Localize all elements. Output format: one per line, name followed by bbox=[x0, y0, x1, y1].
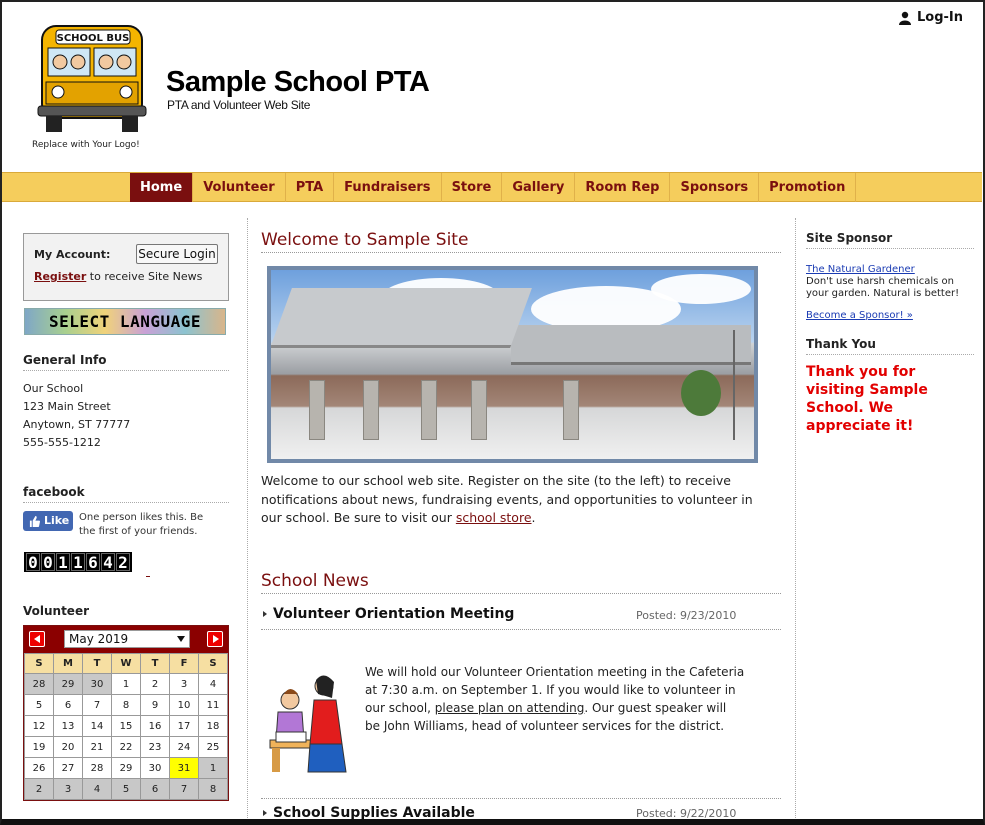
school-store-link[interactable]: school store bbox=[455, 510, 532, 525]
select-language-button[interactable]: SELECT LANGUAGE bbox=[24, 308, 226, 335]
calendar-weekday: S bbox=[199, 654, 228, 674]
site-subtitle: PTA and Volunteer Web Site bbox=[167, 98, 311, 112]
news-divider bbox=[261, 629, 781, 630]
calendar-next-arrow-icon[interactable] bbox=[207, 631, 223, 647]
right-column-divider bbox=[795, 218, 796, 818]
facebook-like-text: One person likes this. Be the first of your friends. bbox=[79, 512, 204, 537]
calendar-day-cell[interactable]: 1 bbox=[199, 758, 228, 779]
thumbs-up-icon bbox=[29, 516, 40, 527]
counter-digit: 1 bbox=[71, 553, 85, 571]
nav-promotion[interactable]: Promotion bbox=[759, 173, 856, 202]
building-roof bbox=[270, 288, 532, 348]
calendar-header bbox=[24, 626, 228, 653]
calendar-weekday: M bbox=[54, 654, 83, 674]
calendar-day-cell[interactable]: 2 bbox=[25, 779, 54, 800]
site-sponsor-heading: Site Sponsor bbox=[806, 231, 974, 249]
chevron-down-icon bbox=[177, 636, 185, 642]
site-header bbox=[0, 0, 985, 172]
calendar-day-cell[interactable]: 17 bbox=[170, 716, 199, 737]
news-title-label: School Supplies Available bbox=[273, 805, 475, 821]
volunteer-calendar bbox=[23, 625, 229, 801]
main-nav bbox=[2, 172, 982, 202]
news-body-part: We will hold our Volunteer Orientation meeting in the Cafeteria at 7:30 a.m. on September 1. If you would like to volunteer in our school, bbox=[365, 665, 745, 715]
calendar-day-cell[interactable]: 11 bbox=[199, 695, 228, 716]
calendar-day-cell[interactable]: 8 bbox=[112, 695, 141, 716]
calendar-week-row bbox=[25, 779, 228, 800]
school-name: Our School bbox=[23, 382, 84, 395]
login-link[interactable] bbox=[899, 10, 963, 25]
calendar-day-cell[interactable]: 24 bbox=[170, 737, 199, 758]
calendar-day-cell[interactable]: 18 bbox=[199, 716, 228, 737]
please-plan-on-attending-link[interactable]: please plan on attending bbox=[434, 701, 585, 715]
pillar bbox=[363, 380, 379, 440]
calendar-day-cell[interactable]: 3 bbox=[170, 674, 199, 695]
calendar-day-cell[interactable]: 20 bbox=[54, 737, 83, 758]
nav-room-rep[interactable]: Room Rep bbox=[575, 173, 670, 202]
site-title[interactable]: Sample School PTA bbox=[166, 66, 430, 98]
calendar-month-select[interactable] bbox=[64, 630, 190, 648]
counter-digit: 2 bbox=[116, 553, 130, 571]
caret-right-icon bbox=[263, 810, 267, 816]
pillar bbox=[563, 380, 579, 440]
facebook-like-button[interactable] bbox=[23, 511, 73, 531]
svg-text:SCHOOL BUS: SCHOOL BUS bbox=[56, 33, 130, 44]
calendar-day-cell[interactable]: 19 bbox=[25, 737, 54, 758]
general-info-heading: General Info bbox=[23, 353, 229, 371]
calendar-day-cell[interactable]: 23 bbox=[141, 737, 170, 758]
street-address: 123 Main Street bbox=[23, 400, 111, 413]
calendar-day-cell[interactable]: 28 bbox=[83, 758, 112, 779]
pillar bbox=[471, 380, 487, 440]
thank-you-message: Thank you for visiting Sample School. We appreciate it! bbox=[806, 364, 928, 434]
calendar-grid bbox=[24, 653, 228, 800]
calendar-weekday: W bbox=[112, 654, 141, 674]
city-state-zip: Anytown, ST 77777 bbox=[23, 418, 131, 431]
caret-right-icon bbox=[263, 611, 267, 617]
calendar-week-row bbox=[25, 674, 228, 695]
tree bbox=[681, 370, 721, 416]
account-label: My Account: bbox=[34, 248, 111, 261]
counter-digit: 0 bbox=[26, 553, 40, 571]
calendar-weekday: S bbox=[25, 654, 54, 674]
news-divider bbox=[261, 798, 781, 799]
calendar-weekday: T bbox=[83, 654, 112, 674]
news-posted-date: Posted: 9/22/2010 bbox=[636, 807, 737, 820]
calendar-prev-arrow-icon[interactable] bbox=[29, 631, 45, 647]
welcome-heading: Welcome to Sample Site bbox=[261, 230, 781, 253]
calendar-day-cell[interactable]: 10 bbox=[170, 695, 199, 716]
welcome-text-end: . bbox=[531, 510, 536, 525]
calendar-week-row bbox=[25, 695, 228, 716]
sponsor-link[interactable]: The Natural Gardener bbox=[806, 264, 915, 275]
calendar-day-cell[interactable]: 7 bbox=[170, 779, 199, 800]
pillar bbox=[309, 380, 325, 440]
nav-volunteer[interactable]: Volunteer bbox=[193, 173, 286, 202]
visitor-counter bbox=[24, 552, 132, 572]
thank-you-heading: Thank You bbox=[806, 337, 974, 355]
nav-fundraisers[interactable]: Fundraisers bbox=[334, 173, 441, 202]
calendar-today-cell[interactable]: 31 bbox=[170, 758, 199, 779]
calendar-day-cell[interactable]: 22 bbox=[112, 737, 141, 758]
volunteer-heading: Volunteer bbox=[23, 604, 90, 618]
calendar-day-cell[interactable]: 30 bbox=[83, 674, 112, 695]
news-item-title[interactable] bbox=[263, 805, 475, 821]
calendar-day-cell[interactable]: 26 bbox=[25, 758, 54, 779]
news-body bbox=[365, 663, 745, 735]
calendar-day-cell[interactable]: 8 bbox=[199, 779, 228, 800]
news-item-title[interactable] bbox=[263, 606, 514, 622]
volunteer-clipart bbox=[262, 670, 352, 775]
calendar-day-cell[interactable]: 2 bbox=[141, 674, 170, 695]
building-wing bbox=[511, 325, 751, 365]
calendar-day-cell[interactable]: 3 bbox=[54, 779, 83, 800]
calendar-day-cell[interactable]: 1 bbox=[112, 674, 141, 695]
calendar-day-cell[interactable]: 7 bbox=[83, 695, 112, 716]
become-sponsor-link[interactable]: Become a Sponsor! » bbox=[806, 310, 913, 321]
calendar-day-cell[interactable]: 21 bbox=[83, 737, 112, 758]
calendar-week-row bbox=[25, 758, 228, 779]
calendar-week-row bbox=[25, 737, 228, 758]
calendar-day-cell[interactable]: 16 bbox=[141, 716, 170, 737]
calendar-month-label: May 2019 bbox=[69, 632, 129, 646]
school-news-heading: School News bbox=[261, 571, 781, 594]
address-block bbox=[23, 380, 130, 452]
nav-store[interactable]: Store bbox=[442, 173, 503, 202]
nav-gallery[interactable]: Gallery bbox=[502, 173, 575, 202]
pillar bbox=[421, 380, 437, 440]
facebook-heading: facebook bbox=[23, 485, 229, 503]
counter-link-dash[interactable] bbox=[146, 576, 150, 577]
calendar-day-cell[interactable]: 12 bbox=[25, 716, 54, 737]
school-building-photo bbox=[267, 266, 758, 463]
counter-digit: 6 bbox=[86, 553, 100, 571]
calendar-day-cell[interactable]: 5 bbox=[112, 779, 141, 800]
news-title-label: Volunteer Orientation Meeting bbox=[273, 606, 515, 622]
sponsor-text: Don't use harsh chemicals on your garden. Natural is better! bbox=[806, 276, 960, 299]
register-link[interactable]: Register bbox=[34, 270, 87, 283]
calendar-week-row bbox=[25, 716, 228, 737]
nav-sponsors[interactable]: Sponsors bbox=[670, 173, 759, 202]
calendar-day-cell[interactable]: 25 bbox=[199, 737, 228, 758]
welcome-text-part: Welcome to our school web site. Register on the site (to the left) to receive notifications about news, fundraising events, and opportunities to volunteer in our school. Be sure to visit our bbox=[261, 473, 753, 525]
calendar-day-cell[interactable]: 27 bbox=[54, 758, 83, 779]
welcome-text bbox=[261, 472, 761, 528]
calendar-day-cell[interactable]: 29 bbox=[54, 674, 83, 695]
facebook-like-label: Like bbox=[44, 514, 70, 527]
calendar-day-cell[interactable]: 30 bbox=[141, 758, 170, 779]
calendar-day-cell[interactable]: 4 bbox=[199, 674, 228, 695]
counter-digit: 0 bbox=[41, 553, 55, 571]
school-bus-logo[interactable] bbox=[28, 20, 153, 155]
flagpole bbox=[733, 330, 735, 440]
login-label: Log-In bbox=[916, 10, 963, 25]
calendar-day-cell[interactable]: 4 bbox=[83, 779, 112, 800]
counter-digit: 4 bbox=[101, 553, 115, 571]
nav-pta[interactable]: PTA bbox=[286, 173, 334, 202]
calendar-day-cell[interactable]: 13 bbox=[54, 716, 83, 737]
user-icon bbox=[899, 11, 911, 25]
register-row bbox=[34, 270, 202, 283]
calendar-weekday: F bbox=[170, 654, 199, 674]
news-posted-date: Posted: 9/23/2010 bbox=[636, 609, 737, 622]
account-box bbox=[23, 233, 229, 301]
counter-digit: 1 bbox=[56, 553, 70, 571]
calendar-day-cell[interactable]: 14 bbox=[83, 716, 112, 737]
calendar-weekday: T bbox=[141, 654, 170, 674]
calendar-day-cell[interactable]: 6 bbox=[54, 695, 83, 716]
logo-caption: Replace with Your Logo! bbox=[32, 140, 140, 150]
register-text: to receive Site News bbox=[86, 270, 203, 283]
calendar-day-cell[interactable]: 6 bbox=[141, 779, 170, 800]
nav-home[interactable]: Home bbox=[130, 173, 193, 202]
cloud bbox=[651, 274, 751, 304]
calendar-day-cell[interactable]: 28 bbox=[25, 674, 54, 695]
phone-number: 555-555-1212 bbox=[23, 436, 101, 449]
calendar-day-cell[interactable]: 15 bbox=[112, 716, 141, 737]
left-column-divider bbox=[247, 218, 248, 818]
news-body-end: . Our guest speaker will be John Williams, head of volunteer services for the district. bbox=[365, 701, 727, 733]
calendar-day-cell[interactable]: 9 bbox=[141, 695, 170, 716]
secure-login-button[interactable]: Secure Login bbox=[136, 244, 218, 264]
calendar-day-cell[interactable]: 29 bbox=[112, 758, 141, 779]
calendar-day-cell[interactable]: 5 bbox=[25, 695, 54, 716]
